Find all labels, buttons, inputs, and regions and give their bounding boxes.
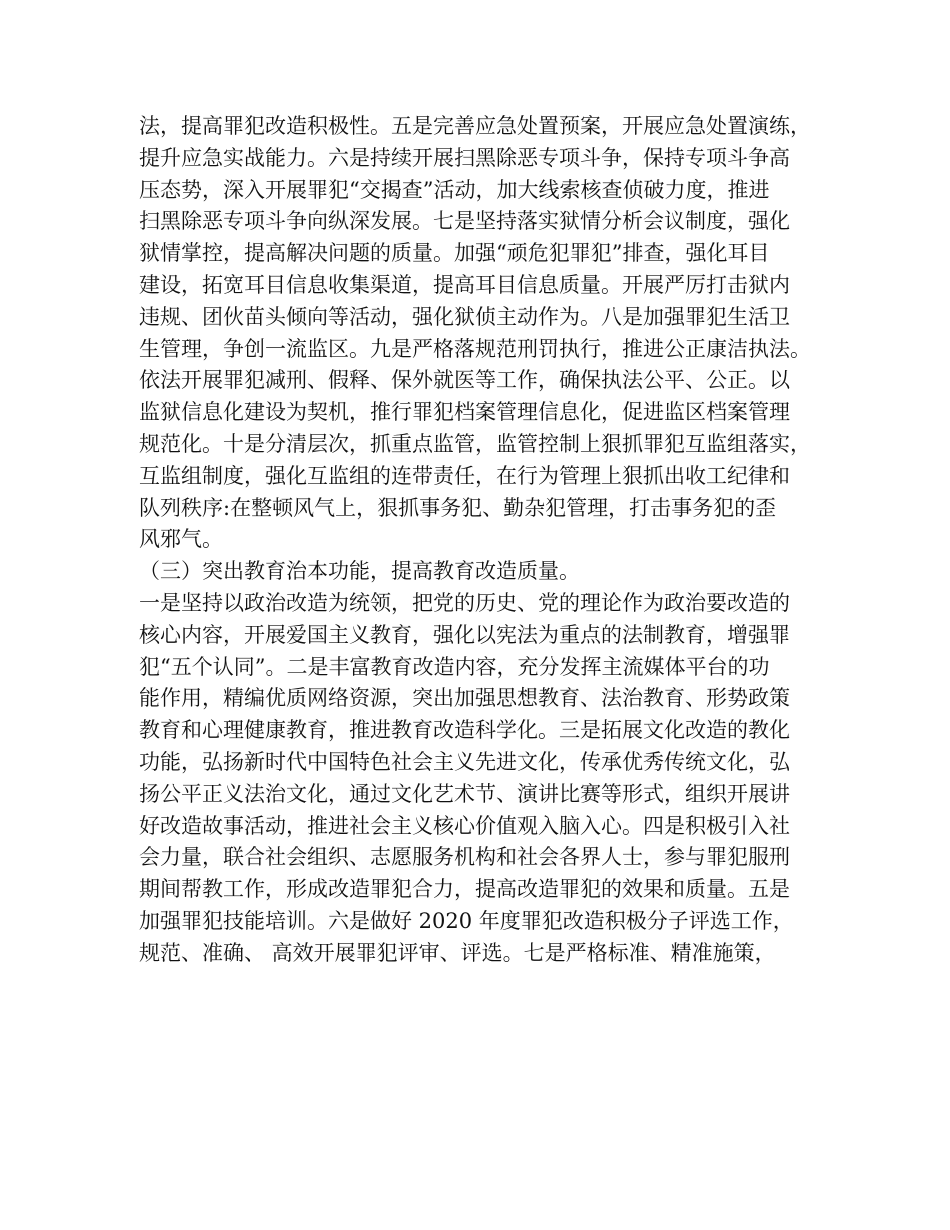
text-line: 扬公平正义法治文化，通过文化艺术节、演讲比赛等形式，组织开展讲 [139,781,790,806]
text-line: 压态势，深入开展罪犯“交揭查”活动，加大线索核查侦破力度，推进 [139,177,770,202]
text-line: 犯“五个认同”。二是丰富教育改造内容，充分发挥主流媒体平台的功 [139,654,770,679]
body-text [139,111,819,970]
text-line: 法，提高罪犯改造积极性。五是完善应急处置预案，开展应急处置演练， [139,114,811,138]
text-line: 加强罪犯技能培训。六是做好 2020 年度罪犯改造积极分子评选工作， [139,908,794,933]
text-line: 功能，弘扬新时代中国特色社会主义先进文化，传承优秀传统文化，弘 [139,749,790,774]
text-line: 会力量，联合社会组织、志愿服务机构和社会各界人士，参与罪犯服刑 [139,845,790,870]
text-line: 队列秩序:在整顿风气上，狠抓事务犯、勤杂犯管理，打击事务犯的歪 [139,495,777,520]
text-line: 依法开展罪犯减刑、假释、保外就医等工作，确保执法公平、公正。以 [139,368,790,393]
text-line: 互监组制度，强化互监组的连带责任，在行为管理上狠抓出收工纪律和 [139,463,790,488]
section-heading: （三）突出教育治本功能，提高教育改造质量。 [139,559,580,584]
text-line: 规范化。十是分清层次，抓重点监管，监管控制上狠抓罪犯互监组落实， [139,431,811,456]
text-line: 监狱信息化建设为契机，推行罪犯档案管理信息化，促进监区档案管理 [139,400,790,425]
text-line: 违规、团伙苗头倾向等活动，强化狱侦主动作为。八是加强罪犯生活卫 [139,304,790,329]
text-line: 好改造故事活动，推进社会主义核心价值观入脑入心。四是积极引入社 [139,813,790,838]
text-line: 能作用，精编优质网络资源，突出加强思想教育、法治教育、形势政策 [139,686,790,711]
text-line: 期间帮教工作，形成改造罪犯合力，提高改造罪犯的效果和质量。五是 [139,877,790,902]
text-line: 核心内容，开展爱国主义教育，强化以宪法为重点的法制教育，增强罪 [139,622,790,647]
text-line: 扫黑除恶专项斗争向纵深发展。七是坚持落实狱情分析会议制度，强化 [139,209,790,234]
text-line: 提升应急实战能力。六是持续开展扫黑除恶专项斗争，保持专项斗争高 [139,145,790,170]
text-line: 生管理，争创一流监区。九是严格落规范刑罚执行，推进公正康洁执法。 [139,336,811,361]
text-line: 狱情掌控，提高解决问题的质量。加强“顽危犯罪犯”排查，强化耳目 [139,241,770,266]
text-line: 规范、准确、 高效开展罪犯评审、评选。七是严格标准、精准施策， [139,940,776,965]
text-line: 教育和心理健康教育，推进教育改造科学化。三是拓展文化改造的教化 [139,718,790,743]
text-line: 风邪气。 [139,527,223,552]
text-line: 一是坚持以政治改造为统领，把党的历史、党的理论作为政治要改造的 [139,590,790,615]
text-line: 建设，拓宽耳目信息收集渠道，提高耳目信息质量。开展严厉打击狱内 [139,272,790,297]
